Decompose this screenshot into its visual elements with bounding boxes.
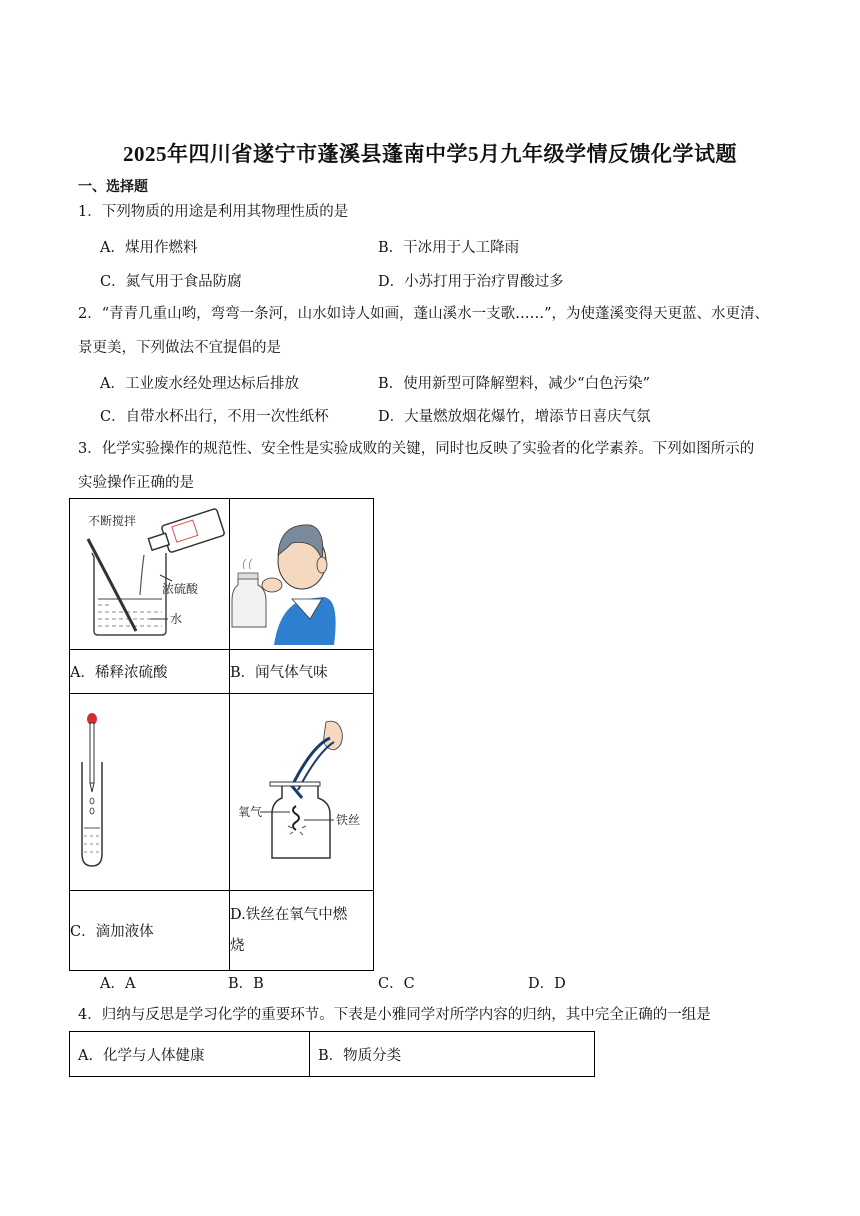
question-1-option-a: A．煤用作燃料 bbox=[100, 240, 198, 256]
question-1-option-b: B．干冰用于人工降雨 bbox=[378, 240, 520, 256]
question-2-option-c: C．自带水杯出行，不用一次性纸杯 bbox=[100, 409, 329, 425]
question-3-stem-line1: 3．化学实验操作的规范性、安全性是实验成败的关键，同时也反映了实验者的化学素养。下列如图所示的 bbox=[78, 441, 755, 457]
label-stir: 不断搅拌 bbox=[88, 514, 137, 528]
question-1-option-d: D．小苏打用于治疗胃酸过多 bbox=[378, 274, 564, 290]
caption-b: B．闻气体气味 bbox=[230, 650, 374, 694]
question-3-figure-table bbox=[69, 498, 374, 971]
page-title: 2025年四川省遂宁市蓬溪县蓬南中学5月九年级学情反馈化学试题 bbox=[123, 142, 737, 166]
figure-iron-wire-cell bbox=[230, 694, 374, 891]
question-3-option-d: D．D bbox=[528, 976, 566, 992]
caption-d-line2: 烧 bbox=[230, 937, 245, 954]
label-oxygen: 氧气 bbox=[238, 805, 263, 819]
caption-c: C．滴加液体 bbox=[70, 891, 230, 971]
figure-dropper-cell bbox=[70, 694, 230, 891]
dilute-acid-illustration bbox=[70, 499, 229, 645]
summary-header-b: B．物质分类 bbox=[310, 1032, 595, 1077]
question-1-stem: 1．下列物质的用途是利用其物理性质的是 bbox=[78, 204, 349, 220]
figure-dilute-acid-cell bbox=[70, 499, 230, 650]
dropper-illustration bbox=[70, 694, 229, 886]
question-3-option-c: C．C bbox=[378, 976, 415, 992]
question-2-option-a: A．工业废水经处理达标后排放 bbox=[100, 376, 299, 392]
question-3-option-b: B．B bbox=[228, 976, 264, 992]
question-3-option-a: A．A bbox=[100, 976, 136, 992]
question-1-option-c: C．氮气用于食品防腐 bbox=[100, 274, 242, 290]
caption-a: A．稀释浓硫酸 bbox=[70, 650, 230, 694]
figure-smell-gas-cell bbox=[230, 499, 374, 650]
question-2-stem-line1: 2．“青青几重山哟，弯弯一条河，山水如诗人如画，蓬山溪水一支歌……”，为使蓬溪变得天更蓝、水更清、 bbox=[78, 306, 770, 322]
label-conc-acid: 浓硫酸 bbox=[162, 582, 199, 596]
question-4-stem: 4．归纳与反思是学习化学的重要环节。下表是小雅同学对所学内容的归纳，其中完全正确的一组是 bbox=[78, 1007, 711, 1023]
question-2-option-d: D．大量燃放烟花爆竹，增添节日喜庆气氛 bbox=[378, 409, 651, 425]
question-3-stem-line2: 实验操作正确的是 bbox=[78, 475, 194, 491]
question-4-summary-table bbox=[69, 1031, 595, 1077]
question-2-option-b: B．使用新型可降解塑料，减少“白色污染” bbox=[378, 376, 650, 392]
caption-d-line1: D.铁丝在氧气中燃 bbox=[230, 907, 348, 924]
caption-d-cell bbox=[230, 891, 374, 971]
section-heading: 一、选择题 bbox=[78, 179, 148, 195]
question-2-stem-line2: 景更美，下列做法不宜提倡的是 bbox=[78, 340, 281, 356]
label-iron-wire: 铁丝 bbox=[336, 813, 361, 827]
label-water: 水 bbox=[170, 612, 183, 626]
smell-gas-illustration bbox=[230, 499, 373, 645]
iron-wire-illustration bbox=[230, 694, 373, 886]
summary-header-a: A．化学与人体健康 bbox=[70, 1032, 310, 1077]
